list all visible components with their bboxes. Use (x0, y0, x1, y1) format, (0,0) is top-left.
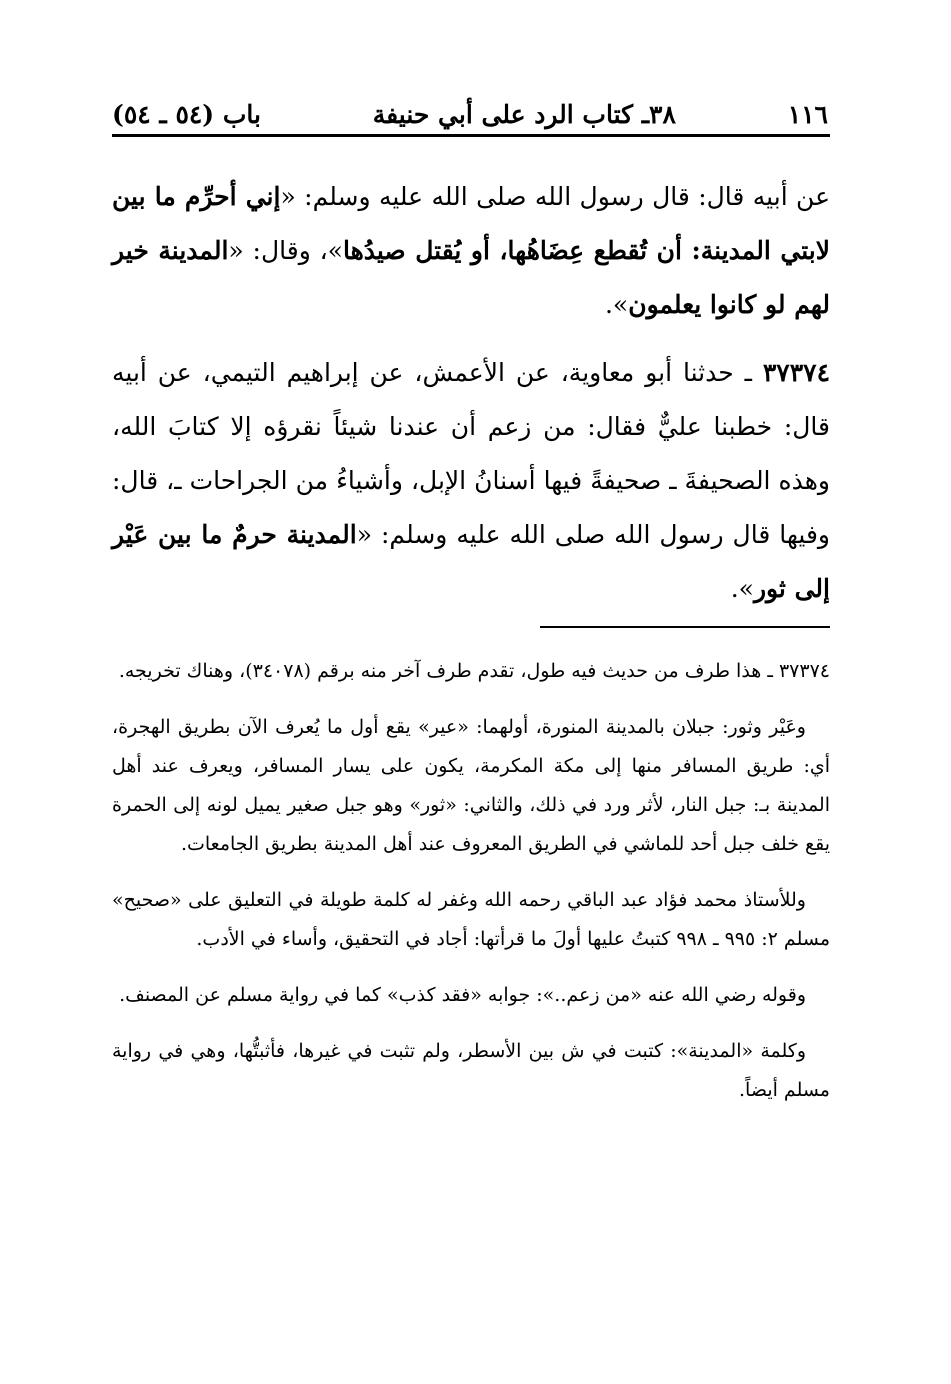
footnote: ٣٧٣٧٤ ـ هذا طرف من حديث فيه طول، تقدم طرف آخر منه برقم (٣٤٠٧٨)، وهناك تخريجه. (118, 660, 830, 682)
footnote: وقوله رضي الله عنه «من زعم..»: جوابه «فقد كذب» كما في رواية مسلم عن المصنف. (119, 984, 806, 1006)
prophetic-quote: المدينة خير لهم لو كانوا يعلمون (112, 236, 830, 319)
narration-text: ». (730, 574, 754, 603)
prophetic-quote: إني أحرِّم ما بين لابتي المدينة: أن تُقطع عِضَاهُها، أو يُقتل صيدُها (112, 182, 830, 265)
hadith-paragraph (112, 346, 830, 616)
chapter-label: باب (٥٤ ـ ٥٤) (112, 100, 261, 129)
prophetic-quote: المدينة حرمٌ ما بين عَيْر إلى ثور (112, 520, 830, 603)
main-text (112, 170, 830, 616)
header-rule (112, 134, 830, 137)
hadith-number: ٣٧٣٧٤ (762, 358, 830, 387)
hadith-paragraph (112, 170, 830, 332)
page-number: ١١٦ (787, 100, 828, 129)
footnote-separator (540, 626, 830, 628)
footnotes (112, 652, 830, 1110)
footnote: وللأستاذ محمد فؤاد عبد الباقي رحمه الله وغفر له كلمة طويلة في التعليق على «صحيح» مسلم ٢: ٩٩٥ ـ ٩٩٨ كتبتُ عليها أولَ ما قرأتها: أجاد في التحقيق، وأساء في الأدب. (112, 889, 830, 950)
narration-text: ». (604, 290, 629, 319)
narration-text: عن أبيه قال: قال رسول الله صلى الله عليه وسلم: « (280, 182, 830, 211)
footnote: وعَيْر وثور: جبلان بالمدينة المنورة، أولهما: «عير» يقع أول ما يُعرف الآن بطريق الهجرة، أي: طريق المسافر منها إلى مكة المكرمة، يكون على يسار المسافر، ويعرف عند أهل المدينة بـ: جبل النار، لأثر ورد في ذلك، والثاني: «ثور» وهو جبل صغير يميل لونه إلى الحمرة يقع خلف جبل أحد للماشي في الطريق المعروف عند أهل المدينة بطريق الجامعات. (112, 716, 830, 855)
narration-text: ـ حدثنا أبو معاوية، عن الأعمش، عن إبراهيم التيمي، عن أبيه قال: خطبنا عليٌّ فقال: من زعم أن عندنا شيئاً نقرؤه إلا كتابَ الله، وهذه الصحيفةَ ـ صحيفةً فيها أسنانُ الإبل، وأشياءُ من الجراحات ـ، قال: وفيها قال رسول الله صلى الله عليه وسلم: « (112, 358, 831, 549)
book-title: ٣٨ـ كتاب الرد على أبي حنيفة (372, 100, 676, 129)
page-header (112, 90, 830, 134)
narration-text: »، وقال: « (228, 236, 343, 265)
footnote: وكلمة «المدينة»: كتبت في ش بين الأسطر، ولم تثبت في غيرها، فأثبتُّها، وهي في رواية مسلم أيضاً. (112, 1040, 830, 1101)
